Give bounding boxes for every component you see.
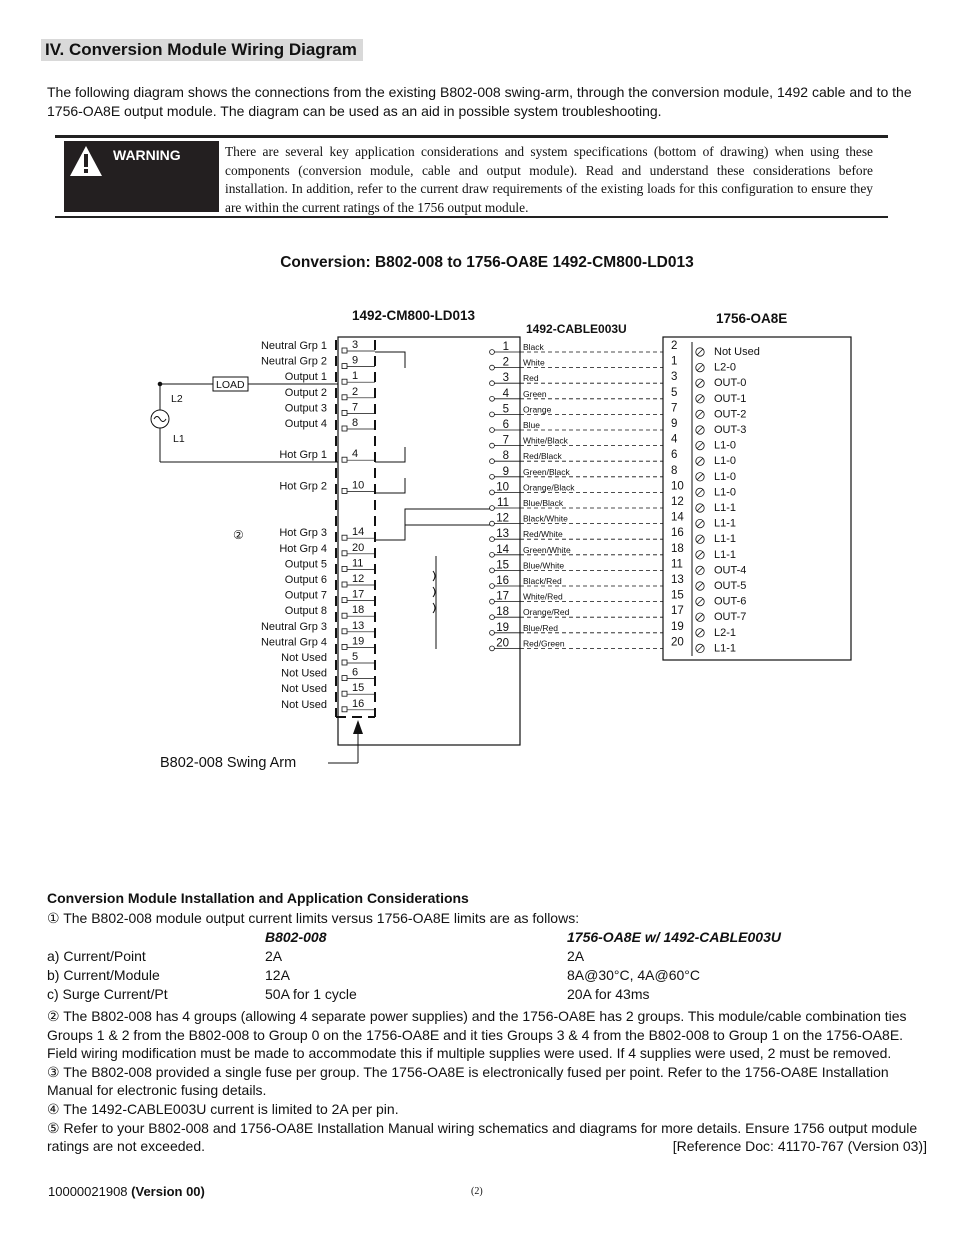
cable-wire-color: Black/White [523,513,568,524]
terminal-number: 14 [352,526,365,539]
oa8e-terminal-number: 4 [671,433,678,446]
terminal-screw-icon [342,644,347,649]
oa8e-terminal-number: 17 [671,605,684,618]
terminal-label: Output 7 [284,589,327,602]
table-row-label: b) Current/Module [47,967,160,983]
terminal-label: Output 4 [284,418,327,430]
cable-pin-icon [490,474,495,479]
intro-paragraph: The following diagram shows the connections from the existing B802-008 swing-arm, through the conversion module, 1492 cable and to the 1756-OA8E output module. The diagram can be used as an aid in possible system troubleshooting. [47,84,912,119]
oa8e-terminal-label: L1-0 [714,455,737,468]
output-module-label: 1756-OA8E [716,311,788,326]
terminal-label: Hot Grp 2 [279,480,327,493]
oa8e-terminal-label: L2-0 [714,361,737,374]
cable-pin-icon [490,506,495,511]
l1-label: L1 [173,433,185,445]
terminal-label: Not Used [281,683,327,696]
terminal-screw-icon [342,535,347,540]
terminal-label: Output 5 [284,558,327,571]
oa8e-terminal-number: 12 [671,496,684,508]
diagram-title: Conversion: B802-008 to 1756-OA8E 1492-CM800-LD013 [280,254,694,271]
oa8e-terminal-label: L1-1 [714,517,737,530]
oa8e-terminal-label: OUT-2 [714,408,747,421]
terminal-number: 5 [352,651,359,663]
cable-pin-number: 17 [496,590,509,603]
cable-pin-icon [490,459,495,464]
terminal-screw-icon [342,379,347,384]
oa8e-terminal-number: 10 [671,480,684,493]
cable-pin-number: 11 [497,497,509,509]
l2-label: L2 [171,393,183,405]
terminal-label: Neutral Grp 4 [260,636,327,649]
page-number: (2) [471,1186,483,1197]
table-cell: 2A [567,948,585,964]
table-header-oa8e: 1756-OA8E w/ 1492-CABLE003U [567,929,781,945]
terminal-number: 8 [352,417,359,429]
oa8e-terminal-label: OUT-1 [714,392,747,405]
terminal-screw-icon [342,676,347,681]
oa8e-terminal-label: L2-1 [714,626,737,639]
cable-pin-icon [490,568,495,573]
cable-wire-color: Blue/Red [523,622,558,633]
note-4: ④ The 1492-CABLE003U current is limited to 2A per pin. [47,1100,399,1117]
terminal-screw-icon [342,551,347,556]
oa8e-terminal-label: L1-1 [714,548,737,561]
cable-wire-color: Green/Black [523,466,570,477]
cable-pin-number: 19 [496,621,509,634]
note-5 [47,1119,927,1156]
table-cell: 8A@30°C, 4A@60°C [567,967,701,983]
terminal-screw-icon [342,582,347,587]
warning-triangle-icon [69,145,103,177]
terminal-label: Output 6 [284,574,327,586]
cable-wire-color: Red/Green [523,638,565,649]
cable-pin-number: 13 [496,528,509,541]
cable-pin-icon [490,630,495,635]
oa8e-terminal-number: 6 [671,449,678,462]
cable-pin-number: 8 [502,450,509,463]
terminal-label: Hot Grp 4 [279,542,327,555]
cable-pin-number: 14 [496,543,509,556]
oa8e-terminal-number: 11 [671,558,683,571]
output-module-box [663,337,851,660]
cable-wire-color: Green [523,388,547,399]
cable-pin-icon [490,615,495,620]
cable-pin-number: 4 [502,387,509,400]
terminal-label: Not Used [281,652,327,664]
oa8e-terminal-number: 5 [671,386,678,399]
terminal-number: 2 [352,385,359,398]
cable-pin-icon [490,412,495,417]
terminal-screw-icon [342,426,347,431]
cable-pin-number: 3 [502,372,509,385]
terminal-screw-icon [342,660,347,665]
terminal-label: Output 2 [284,386,327,399]
swing-arm-label: B802-008 Swing Arm [160,755,297,771]
cable-wire-color: White [523,357,545,368]
oa8e-terminal-label: L1-0 [714,486,737,499]
cable-wire-color: Orange [523,404,552,415]
cable-pin-icon [490,428,495,433]
considerations-notes [47,1007,927,1156]
terminal-number: 19 [352,635,365,648]
note-1: ① The B802-008 module output current limits versus 1756-OA8E limits are as follows: [47,910,580,926]
cable-pin-number: 12 [496,512,509,525]
terminal-number: 9 [352,354,359,367]
terminal-screw-icon [342,566,347,571]
wiring-diagram [0,300,954,780]
cable-wire-color: White/Black [523,435,568,446]
oa8e-terminal-number: 16 [671,527,684,540]
terminal-screw-icon [342,691,347,696]
terminal-label: Not Used [281,667,327,680]
footer-doc [48,1184,205,1199]
terminal-screw-icon [342,598,347,603]
oa8e-terminal-number: 1 [671,355,678,368]
cable-pin-number: 1 [502,341,509,353]
considerations-title: Conversion Module Installation and Application Considerations [47,890,469,906]
cable-pin-icon [490,443,495,448]
table-row-label: a) Current/Point [47,948,146,964]
terminal-screw-icon [342,395,347,400]
terminal-screw-icon [342,364,347,369]
terminal-number: 12 [352,573,365,585]
cable-pin-number: 10 [496,481,509,494]
table-cell: 12A [265,967,290,983]
swing-arm-arrow-icon [353,720,363,734]
terminal-number: 15 [352,682,365,695]
cable-wire-color: Blue/Black [523,498,564,508]
terminal-label: Output 8 [284,605,327,618]
table-row-label: c) Surge Current/Pt [47,986,168,1002]
terminal-label: Neutral Grp 3 [260,620,327,633]
cable-pin-icon [490,490,495,495]
doc-version: (Version 00) [131,1184,205,1199]
table-cell: 20A for 43ms [567,986,650,1002]
terminal-number: 10 [352,479,365,492]
oa8e-terminal-number: 7 [671,402,678,415]
cable-wire-color: Green/White [523,544,571,555]
oa8e-terminal-label: L1-0 [714,439,737,452]
oa8e-terminal-number: 3 [671,371,678,384]
cable-pin-icon [490,396,495,401]
cable-pin-number: 18 [496,606,509,619]
terminal-number: 18 [352,604,365,617]
oa8e-terminal-label: L1-1 [714,533,737,546]
cable-pin-number: 2 [502,356,509,369]
terminal-screw-icon [342,457,347,462]
cable-pin-icon [490,552,495,557]
terminal-screw-icon [342,707,347,712]
oa8e-terminal-label: OUT-7 [714,611,747,624]
terminal-label: Hot Grp 1 [279,449,327,462]
cable-pin-number: 15 [496,559,509,572]
doc-number: 10000021908 [48,1184,128,1199]
cable-pin-number: 5 [502,403,509,416]
reference-doc: [Reference Doc: 41170-767 (Version 03)] [672,1138,927,1155]
terminal-number: 3 [352,339,359,351]
cable-pin-number: 6 [502,419,509,431]
terminal-number: 7 [352,401,359,414]
cable-pin-number: 16 [496,575,509,587]
terminal-label: Output 3 [284,402,327,415]
cable-wire-color: Red [523,373,539,384]
terminal-number: 1 [352,370,359,383]
terminal-number: 17 [352,588,365,601]
terminal-number: 11 [352,557,364,570]
oa8e-terminal-label: OUT-3 [714,424,747,436]
oa8e-terminal-number: 18 [671,542,684,555]
warning-top-rule [55,135,888,138]
note-3: ③ The B802-008 provided a single fuse per group. The 1756-OA8E is electronically fused per point. Refer to the 1756-OA8E Installation Manual for electronic fusing details. [47,1063,889,1099]
oa8e-terminal-number: 19 [671,620,684,633]
terminal-screw-icon [342,488,347,493]
terminal-label: Output 1 [284,371,327,384]
cable-wire-color: Blue [523,420,541,430]
section-title: IV. Conversion Module Wiring Diagram [41,39,363,61]
oa8e-terminal-number: 8 [671,464,678,477]
cable-wire-color: Red/Black [523,451,562,462]
terminal-number: 13 [352,619,365,632]
cable-pin-icon [490,381,495,386]
terminal-label: Hot Grp 3 [279,527,327,540]
cable-pin-icon [490,646,495,651]
cable-pin-number: 20 [496,637,509,650]
terminal-label: Not Used [281,698,327,711]
cable-wire-color: Black [523,342,544,352]
cable-wire-color: Red/White [523,529,563,540]
oa8e-terminal-number: 15 [671,589,684,602]
table-cell: 2A [265,948,283,964]
cable-pin-icon [490,599,495,604]
cable-wire-color: White/Red [523,591,563,602]
cable-pin-icon [490,521,495,526]
oa8e-terminal-label: OUT-4 [714,564,747,577]
terminal-screw-icon [342,629,347,634]
table-header-b802: B802-008 [265,929,327,945]
cable-wire-color: Black/Red [523,576,562,586]
terminal-number: 6 [352,666,359,679]
cable-pin-icon [490,350,495,355]
cable-wire-color: Orange/Black [523,482,575,493]
warning-text: There are several key application considerations and system specifications (bottom of drawing) when using these components (conversion module, cable and output module). Read and understand these considerations before installation. In addition, refer to the current draw requirements of the existing loads for this configuration to ensure they are within the current ratings of the 1756 output module. [225,144,873,216]
note-2: ② The B802-008 has 4 groups (allowing 4 separate power supplies) and the 1756-OA8E has 2 groups. This module/cable combination ties Groups 1 & 2 from the B802-008 to Group 0 on the 1756-OA8E and it ties Groups 3 & 4 from the B802-008 to Group 1 on the 1756-OA8E. Field wiring modification must be made to accommodate this if multiple supplies were used. If 4 supplies were used, 2 must be removed. [47,1008,907,1062]
cable-pin-number: 7 [502,434,509,447]
terminal-screw-icon [342,348,347,353]
terminal-screw-icon [342,410,347,415]
cable-wire-color: Blue/White [523,560,565,571]
cable-pin-icon [490,584,495,589]
oa8e-terminal-label: OUT-0 [714,377,747,390]
cable-pin-icon [490,365,495,370]
oa8e-terminal-label: OUT-6 [714,595,747,608]
cable-pin-number: 9 [502,465,509,478]
note-marker: ② [233,528,244,542]
oa8e-terminal-label: L1-0 [714,470,737,483]
load-label: LOAD [216,379,245,391]
terminal-number: 16 [352,697,365,710]
oa8e-terminal-label: L1-1 [714,642,737,655]
terminal-number: 20 [352,541,365,554]
terminal-label: Neutral Grp 2 [260,355,327,368]
warning-label: WARNING [113,147,181,163]
oa8e-terminal-number: 2 [671,340,678,352]
warning-bottom-rule [55,216,888,218]
internal-jumpers [375,352,490,649]
oa8e-terminal-number: 14 [671,511,684,524]
cable-wire-color: Orange/Red [523,607,570,618]
oa8e-terminal-label: OUT-5 [714,580,747,592]
terminal-screw-icon [342,613,347,618]
module-label: 1492-CM800-LD013 [352,308,476,323]
terminal-label: Neutral Grp 1 [260,340,327,352]
cable-pin-icon [490,537,495,542]
oa8e-terminal-label: Not Used [714,346,760,358]
oa8e-terminal-number: 13 [671,574,684,586]
terminal-number: 4 [352,448,359,461]
oa8e-terminal-number: 20 [671,636,684,649]
oa8e-terminal-label: L1-1 [714,502,737,514]
table-cell: 50A for 1 cycle [265,986,357,1002]
cable-label: 1492-CABLE003U [526,322,627,336]
note-5-text: ⑤ Refer to your B802-008 and 1756-OA8E Installation Manual wiring schematics and diagrams for more details. Ensure 1756 output module ratings are not exceeded. [47,1119,918,1155]
oa8e-terminal-number: 9 [671,418,678,430]
